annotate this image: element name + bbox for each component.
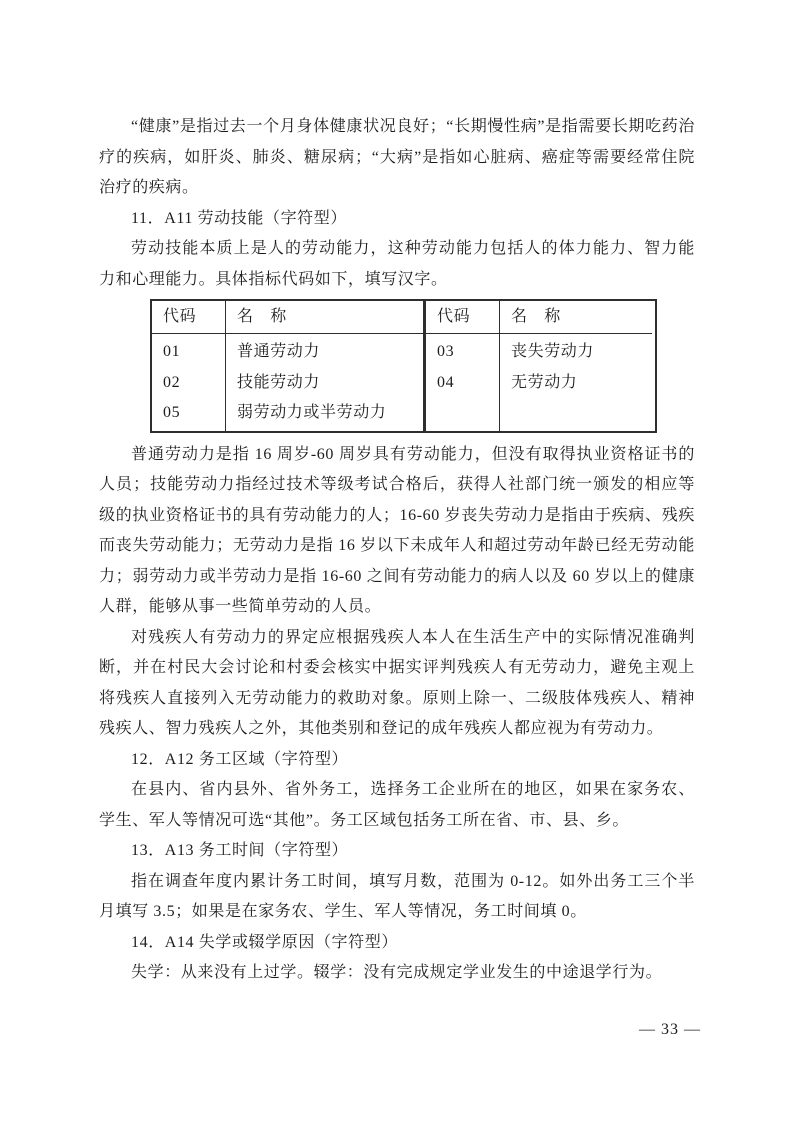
table-code-cell-right <box>426 334 500 431</box>
para-work-region: 在县内、省内县外、省外务工，选择务工企业所在的地区，如果在家务农、学生、军人等情况可选“其他”。务工区域包括务工所在省、市、县、乡。 <box>99 781 695 829</box>
table-name-value: 弱劳动力或半劳动力 <box>237 404 387 421</box>
para-work-time: 指在调查年度内累计务工时间，填写月数，范围为 0-12。如外出务工三个半月填写 3.5；如果是在家务农、学生、军人等情况，务工时间填 0。 <box>99 872 695 920</box>
table-name-value: 普通劳动力 <box>237 343 321 360</box>
table-code-value: 05 <box>163 404 181 421</box>
heading-item-11: 11．A11 劳动技能（字符型） <box>131 209 347 227</box>
page-content <box>99 112 695 989</box>
table-code-cell-left <box>152 334 226 431</box>
para-disabled-labor-rule: 对残疾人有劳动力的界定应根据残疾人本人在生活生产中的实际情况准确判断，并在村民大会讨论和村委会核实中据实评判残疾人有无劳动力，避免主观上将残疾人直接列入无劳动能力的救助对象。原则上除一、二级肢体残疾人、精神残疾人、智力残疾人之外，其他类别和登记的成年残疾人都应视为有劳动力。 <box>99 628 695 737</box>
table-code-value-empty <box>437 398 499 429</box>
heading-item-14: 14．A14 失学或辍学原因（字符型） <box>131 933 398 951</box>
table-name-value: 技能劳动力 <box>237 373 321 391</box>
table-name-value: 丧失劳动力 <box>511 343 595 360</box>
para-labor-types-definition: 普通劳动力是指 16 周岁-60 周岁具有劳动能力，但没有取得执业资格证书的人员；技能劳动力指经过技术等级考试合格后，获得人社部门统一颁发的相应等级的执业资格证书的具有劳动能力的人；16-60 岁丧失劳动力是指由于疾病、残疾而丧失劳动能力；无劳动力是指 16 岁以下未成年人和超过劳动年龄已经无劳动能力；弱劳动力或半劳动力是指 16-60 之间有劳动能力的病人以及 60 岁以上的健康人群，能够从事一些简单劳动的人员。 <box>99 445 695 615</box>
table-header-code-right: 代码 <box>426 301 500 334</box>
table-name-cell-left <box>226 334 426 431</box>
table-header-name-right: 名 称 <box>500 301 652 334</box>
para-labor-skill-intro: 劳动技能本质上是人的劳动能力，这种劳动能力包括人的体力能力、智力能力和心理能力。具体指标代码如下，填写汉字。 <box>99 240 695 288</box>
table-header-code-left: 代码 <box>152 301 226 334</box>
table-header-name-left: 名 称 <box>226 301 426 334</box>
table-code-value: 01 <box>163 343 181 360</box>
labor-skill-code-table <box>150 299 657 433</box>
table-code-value: 02 <box>163 373 181 391</box>
para-dropout-definition: 失学：从来没有上过学。辍学：没有完成规定学业发生的中途退学行为。 <box>131 964 663 981</box>
table-name-cell-right <box>500 334 652 431</box>
table-name-value: 无劳动力 <box>511 373 578 391</box>
heading-item-13: 13．A13 务工时间（字符型） <box>131 842 349 859</box>
table-code-value: 03 <box>437 343 455 360</box>
table-code-value: 04 <box>437 373 455 391</box>
page-number: — 33 — <box>639 1021 701 1038</box>
heading-item-12: 12．A12 务工区域（字符型） <box>131 750 349 768</box>
table-name-value-empty <box>511 398 652 429</box>
para-health-note: “健康”是指过去一个月身体健康状况良好；“长期慢性病”是指需要长期吃药治疗的疾病，如肝炎、肺炎、糖尿病；“大病”是指如心脏病、癌症等需要经常住院治疗的疾病。 <box>99 118 695 196</box>
